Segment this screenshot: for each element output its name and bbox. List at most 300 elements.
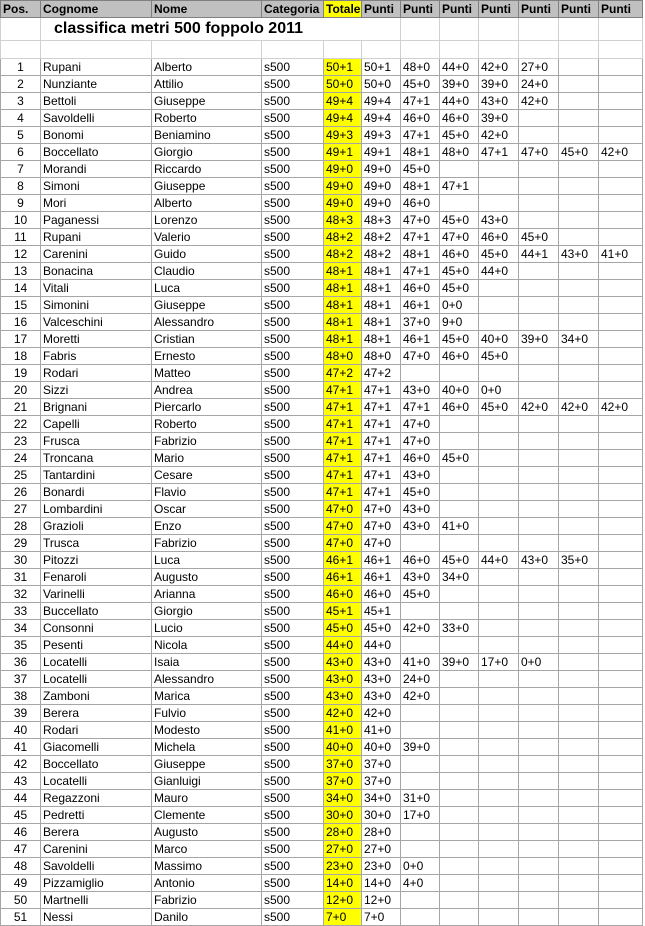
cell-punti-3 (440, 892, 479, 909)
cell-punti-1: 47+1 (362, 382, 401, 399)
cell-nome: Enzo (152, 518, 262, 535)
table-row (1, 807, 643, 824)
cell-punti-2: 47+1 (401, 93, 440, 110)
cell-punti-7 (599, 892, 643, 909)
cell-punti-1: 43+0 (362, 688, 401, 705)
table-row (1, 603, 643, 620)
cell-totale: 49+4 (324, 110, 362, 127)
cell-punti-6 (559, 59, 599, 76)
cell-punti-1: 49+0 (362, 195, 401, 212)
cell-categoria: s500 (262, 739, 324, 756)
cell-pos: 16 (1, 314, 41, 331)
cell-pos: 46 (1, 824, 41, 841)
cell-punti-2: 43+0 (401, 382, 440, 399)
cell-punti-5 (519, 858, 559, 875)
cell-cognome: Giacomelli (41, 739, 152, 756)
cell-punti-5 (519, 875, 559, 892)
cell-pos: 26 (1, 484, 41, 501)
cell-punti-3 (440, 824, 479, 841)
cell-totale: 49+0 (324, 161, 362, 178)
cell-punti-3 (440, 365, 479, 382)
cell-cognome: Berera (41, 824, 152, 841)
cell-totale: 30+0 (324, 807, 362, 824)
cell-punti-2: 43+0 (401, 518, 440, 535)
cell-pos: 40 (1, 722, 41, 739)
cell-cognome: Paganessi (41, 212, 152, 229)
cell-punti-4 (479, 790, 519, 807)
cell-punti-2: 4+0 (401, 875, 440, 892)
cell-punti-4 (479, 535, 519, 552)
cell-punti-4 (479, 467, 519, 484)
cell-punti-4 (479, 688, 519, 705)
cell-cognome: Boccellato (41, 756, 152, 773)
cell-punti-1: 47+1 (362, 416, 401, 433)
cell-punti-2: 0+0 (401, 858, 440, 875)
cell-cognome: Brignani (41, 399, 152, 416)
cell-punti-2: 31+0 (401, 790, 440, 807)
cell-punti-6 (559, 705, 599, 722)
cell-punti-5 (519, 892, 559, 909)
cell-nome: Lucio (152, 620, 262, 637)
table-row (1, 365, 643, 382)
cell-punti-4 (479, 722, 519, 739)
cell-totale: 41+0 (324, 722, 362, 739)
cell-nome: Guido (152, 246, 262, 263)
cell-punti-4 (479, 892, 519, 909)
cell-punti-5 (519, 773, 559, 790)
cell-cognome: Rodari (41, 365, 152, 382)
cell-punti-3 (440, 586, 479, 603)
cell-punti-2: 47+0 (401, 212, 440, 229)
cell-punti-1: 47+1 (362, 467, 401, 484)
cell-punti-7 (599, 161, 643, 178)
cell-nome: Nicola (152, 637, 262, 654)
cell-punti-4 (479, 297, 519, 314)
cell-punti-3: 45+0 (440, 212, 479, 229)
cell-punti-5: 27+0 (519, 59, 559, 76)
cell-pos: 12 (1, 246, 41, 263)
cell-punti-1: 49+1 (362, 144, 401, 161)
cell-punti-6 (559, 416, 599, 433)
cell-punti-6 (559, 790, 599, 807)
cell-nome: Mauro (152, 790, 262, 807)
cell-punti-3 (440, 688, 479, 705)
cell-punti-7 (599, 671, 643, 688)
cell-punti-7 (599, 76, 643, 93)
cell-punti-7 (599, 450, 643, 467)
cell-punti-7 (599, 858, 643, 875)
cell-punti-5 (519, 382, 559, 399)
cell-punti-4 (479, 484, 519, 501)
cell-punti-2 (401, 824, 440, 841)
cell-cognome: Varinelli (41, 586, 152, 603)
table-row (1, 586, 643, 603)
cell-punti-3: 40+0 (440, 382, 479, 399)
cell-totale: 48+2 (324, 246, 362, 263)
cell-punti-7 (599, 297, 643, 314)
cell-punti-6 (559, 892, 599, 909)
cell-punti-4 (479, 739, 519, 756)
cell-pos: 11 (1, 229, 41, 246)
cell-punti-4: 39+0 (479, 110, 519, 127)
cell-pos: 21 (1, 399, 41, 416)
cell-punti-2: 47+0 (401, 433, 440, 450)
cell-punti-1: 47+0 (362, 501, 401, 518)
cell-punti-5 (519, 586, 559, 603)
cell-punti-6: 45+0 (559, 144, 599, 161)
cell-punti-3: 33+0 (440, 620, 479, 637)
cell-punti-3 (440, 875, 479, 892)
header-punti-5: Punti (519, 1, 559, 18)
title-row (1, 18, 643, 41)
cell-punti-5 (519, 620, 559, 637)
cell-totale: 48+1 (324, 280, 362, 297)
cell-punti-1: 49+3 (362, 127, 401, 144)
cell-nome: Arianna (152, 586, 262, 603)
cell-punti-5 (519, 433, 559, 450)
cell-pos: 27 (1, 501, 41, 518)
cell-punti-5 (519, 348, 559, 365)
cell-punti-6 (559, 110, 599, 127)
table-row (1, 484, 643, 501)
table-row (1, 654, 643, 671)
cell-categoria: s500 (262, 263, 324, 280)
cell-punti-6 (559, 212, 599, 229)
cell-punti-6 (559, 93, 599, 110)
cell-pos: 35 (1, 637, 41, 654)
cell-punti-2: 24+0 (401, 671, 440, 688)
cell-punti-1: 48+2 (362, 229, 401, 246)
header-punti-1: Punti (362, 1, 401, 18)
cell-punti-4: 43+0 (479, 212, 519, 229)
cell-punti-1: 46+1 (362, 569, 401, 586)
cell-punti-1: 7+0 (362, 909, 401, 926)
cell-punti-2: 46+0 (401, 552, 440, 569)
cell-nome: Giorgio (152, 603, 262, 620)
cell-categoria: s500 (262, 76, 324, 93)
header-punti-6: Punti (559, 1, 599, 18)
cell-punti-1: 28+0 (362, 824, 401, 841)
cell-punti-2: 47+0 (401, 416, 440, 433)
cell-punti-7 (599, 518, 643, 535)
cell-categoria: s500 (262, 484, 324, 501)
cell-categoria: s500 (262, 654, 324, 671)
cell-totale: 23+0 (324, 858, 362, 875)
cell-punti-2 (401, 365, 440, 382)
header-punti-7: Punti (599, 1, 643, 18)
cell-punti-1: 48+1 (362, 331, 401, 348)
cell-punti-4: 46+0 (479, 229, 519, 246)
cell-punti-5 (519, 909, 559, 926)
cell-punti-3 (440, 756, 479, 773)
cell-totale: 12+0 (324, 892, 362, 909)
cell-punti-5 (519, 178, 559, 195)
cell-nome: Cristian (152, 331, 262, 348)
cell-punti-7 (599, 314, 643, 331)
cell-punti-4: 45+0 (479, 399, 519, 416)
cell-nome: Marco (152, 841, 262, 858)
cell-punti-4: 44+0 (479, 552, 519, 569)
cell-cognome: Martnelli (41, 892, 152, 909)
cell-cognome: Carenini (41, 841, 152, 858)
cell-punti-6 (559, 875, 599, 892)
cell-cognome: Zamboni (41, 688, 152, 705)
cell-punti-7 (599, 654, 643, 671)
cell-punti-2: 17+0 (401, 807, 440, 824)
cell-nome: Riccardo (152, 161, 262, 178)
cell-punti-1: 50+0 (362, 76, 401, 93)
cell-cognome: Vitali (41, 280, 152, 297)
cell-punti-5 (519, 705, 559, 722)
cell-punti-7 (599, 909, 643, 926)
cell-cognome: Grazioli (41, 518, 152, 535)
cell-punti-4: 42+0 (479, 59, 519, 76)
cell-punti-1: 45+0 (362, 620, 401, 637)
cell-punti-4 (479, 280, 519, 297)
cell-punti-7 (599, 875, 643, 892)
cell-punti-7 (599, 586, 643, 603)
cell-nome: Beniamino (152, 127, 262, 144)
cell-punti-2: 42+0 (401, 620, 440, 637)
cell-categoria: s500 (262, 586, 324, 603)
cell-categoria: s500 (262, 110, 324, 127)
cell-categoria: s500 (262, 399, 324, 416)
cell-pos: 2 (1, 76, 41, 93)
cell-categoria: s500 (262, 671, 324, 688)
cell-cognome: Bonardi (41, 484, 152, 501)
cell-nome: Antonio (152, 875, 262, 892)
cell-pos: 25 (1, 467, 41, 484)
cell-punti-7 (599, 467, 643, 484)
cell-categoria: s500 (262, 790, 324, 807)
cell-pos: 29 (1, 535, 41, 552)
cell-nome: Alberto (152, 59, 262, 76)
cell-cognome: Pesenti (41, 637, 152, 654)
cell-totale: 44+0 (324, 637, 362, 654)
cell-punti-7: 42+0 (599, 399, 643, 416)
cell-punti-1: 47+0 (362, 518, 401, 535)
cell-categoria: s500 (262, 246, 324, 263)
cell-pos: 49 (1, 875, 41, 892)
table-row (1, 331, 643, 348)
cell-cognome: Bettoli (41, 93, 152, 110)
cell-pos: 10 (1, 212, 41, 229)
cell-punti-4 (479, 858, 519, 875)
cell-punti-4 (479, 620, 519, 637)
cell-punti-2 (401, 535, 440, 552)
cell-totale: 50+0 (324, 76, 362, 93)
cell-punti-3 (440, 416, 479, 433)
cell-punti-3 (440, 637, 479, 654)
cell-punti-7 (599, 93, 643, 110)
cell-punti-6 (559, 76, 599, 93)
cell-punti-7: 41+0 (599, 246, 643, 263)
table-row (1, 212, 643, 229)
cell-pos: 36 (1, 654, 41, 671)
cell-punti-3 (440, 535, 479, 552)
cell-totale: 27+0 (324, 841, 362, 858)
table-row (1, 93, 643, 110)
cell-pos: 51 (1, 909, 41, 926)
cell-punti-5 (519, 161, 559, 178)
cell-punti-6 (559, 280, 599, 297)
cell-punti-6 (559, 569, 599, 586)
cell-cognome: Lombardini (41, 501, 152, 518)
cell-punti-5 (519, 467, 559, 484)
cell-punti-3: 44+0 (440, 59, 479, 76)
cell-cognome: Trusca (41, 535, 152, 552)
cell-punti-2: 47+1 (401, 399, 440, 416)
cell-punti-4 (479, 178, 519, 195)
cell-categoria: s500 (262, 280, 324, 297)
cell-punti-5 (519, 314, 559, 331)
cell-punti-5: 42+0 (519, 399, 559, 416)
cell-punti-2 (401, 841, 440, 858)
cell-punti-5: 47+0 (519, 144, 559, 161)
cell-punti-6 (559, 603, 599, 620)
table-row (1, 127, 643, 144)
cell-punti-6 (559, 382, 599, 399)
cell-punti-7 (599, 756, 643, 773)
cell-cognome: Locatelli (41, 654, 152, 671)
cell-cognome: Boccellato (41, 144, 152, 161)
cell-punti-4: 43+0 (479, 93, 519, 110)
cell-cognome: Pedretti (41, 807, 152, 824)
cell-punti-7 (599, 110, 643, 127)
cell-punti-3: 34+0 (440, 569, 479, 586)
cell-punti-3: 46+0 (440, 348, 479, 365)
cell-nome: Claudio (152, 263, 262, 280)
cell-punti-7 (599, 603, 643, 620)
cell-punti-1: 49+4 (362, 93, 401, 110)
cell-punti-1: 47+1 (362, 433, 401, 450)
cell-totale: 47+1 (324, 416, 362, 433)
table-row (1, 246, 643, 263)
cell-nome: Andrea (152, 382, 262, 399)
table-row (1, 637, 643, 654)
cell-punti-1: 50+1 (362, 59, 401, 76)
cell-punti-7 (599, 127, 643, 144)
cell-punti-6 (559, 450, 599, 467)
cell-punti-7 (599, 178, 643, 195)
cell-punti-1: 45+1 (362, 603, 401, 620)
cell-totale: 47+1 (324, 450, 362, 467)
cell-categoria: s500 (262, 59, 324, 76)
cell-punti-5 (519, 569, 559, 586)
cell-totale: 48+3 (324, 212, 362, 229)
cell-punti-4 (479, 807, 519, 824)
cell-punti-5 (519, 824, 559, 841)
cell-punti-6: 43+0 (559, 246, 599, 263)
cell-punti-1: 47+1 (362, 450, 401, 467)
cell-totale: 43+0 (324, 654, 362, 671)
cell-punti-7 (599, 501, 643, 518)
cell-punti-1: 40+0 (362, 739, 401, 756)
cell-categoria: s500 (262, 195, 324, 212)
cell-nome: Isaia (152, 654, 262, 671)
cell-punti-4 (479, 416, 519, 433)
cell-punti-5 (519, 671, 559, 688)
cell-pos: 20 (1, 382, 41, 399)
cell-cognome: Valceschini (41, 314, 152, 331)
cell-punti-2: 43+0 (401, 569, 440, 586)
table-row (1, 909, 643, 926)
cell-punti-5 (519, 484, 559, 501)
cell-cognome: Buccellato (41, 603, 152, 620)
cell-totale: 47+1 (324, 382, 362, 399)
cell-punti-2: 43+0 (401, 501, 440, 518)
cell-cognome: Savoldelli (41, 110, 152, 127)
table-row (1, 518, 643, 535)
table-row (1, 756, 643, 773)
cell-totale: 46+0 (324, 586, 362, 603)
cell-punti-3: 47+0 (440, 229, 479, 246)
cell-totale: 48+1 (324, 314, 362, 331)
cell-punti-3: 48+0 (440, 144, 479, 161)
cell-punti-7 (599, 263, 643, 280)
cell-punti-3: 41+0 (440, 518, 479, 535)
table-row (1, 620, 643, 637)
table-row (1, 399, 643, 416)
table-row (1, 875, 643, 892)
cell-nome: Luca (152, 552, 262, 569)
cell-categoria: s500 (262, 807, 324, 824)
cell-punti-1: 37+0 (362, 773, 401, 790)
cell-punti-5 (519, 722, 559, 739)
cell-punti-6 (559, 195, 599, 212)
header-punti-2: Punti (401, 1, 440, 18)
cell-pos: 17 (1, 331, 41, 348)
cell-categoria: s500 (262, 433, 324, 450)
cell-categoria: s500 (262, 552, 324, 569)
cell-categoria: s500 (262, 501, 324, 518)
cell-punti-6 (559, 314, 599, 331)
cell-cognome: Bonacina (41, 263, 152, 280)
cell-cognome: Simoni (41, 178, 152, 195)
cell-punti-3: 45+0 (440, 263, 479, 280)
cell-punti-4 (479, 195, 519, 212)
table-row (1, 841, 643, 858)
table-row (1, 705, 643, 722)
cell-pos: 41 (1, 739, 41, 756)
cell-nome: Lorenzo (152, 212, 262, 229)
header-nome: Nome (152, 1, 262, 18)
cell-punti-1: 42+0 (362, 705, 401, 722)
cell-cognome: Pizzamiglio (41, 875, 152, 892)
cell-punti-6 (559, 348, 599, 365)
table-row (1, 110, 643, 127)
cell-punti-6 (559, 586, 599, 603)
cell-punti-1: 48+1 (362, 280, 401, 297)
cell-cognome: Locatelli (41, 671, 152, 688)
cell-punti-1: 34+0 (362, 790, 401, 807)
cell-punti-4 (479, 314, 519, 331)
cell-punti-2 (401, 909, 440, 926)
cell-punti-7 (599, 331, 643, 348)
cell-punti-6 (559, 501, 599, 518)
cell-punti-1: 47+0 (362, 535, 401, 552)
cell-pos: 28 (1, 518, 41, 535)
cell-nome: Augusto (152, 569, 262, 586)
cell-categoria: s500 (262, 841, 324, 858)
cell-pos: 18 (1, 348, 41, 365)
cell-nome: Fabrizio (152, 433, 262, 450)
cell-punti-2: 48+1 (401, 144, 440, 161)
cell-pos: 45 (1, 807, 41, 824)
cell-punti-4: 17+0 (479, 654, 519, 671)
cell-totale: 48+1 (324, 263, 362, 280)
cell-punti-7 (599, 722, 643, 739)
